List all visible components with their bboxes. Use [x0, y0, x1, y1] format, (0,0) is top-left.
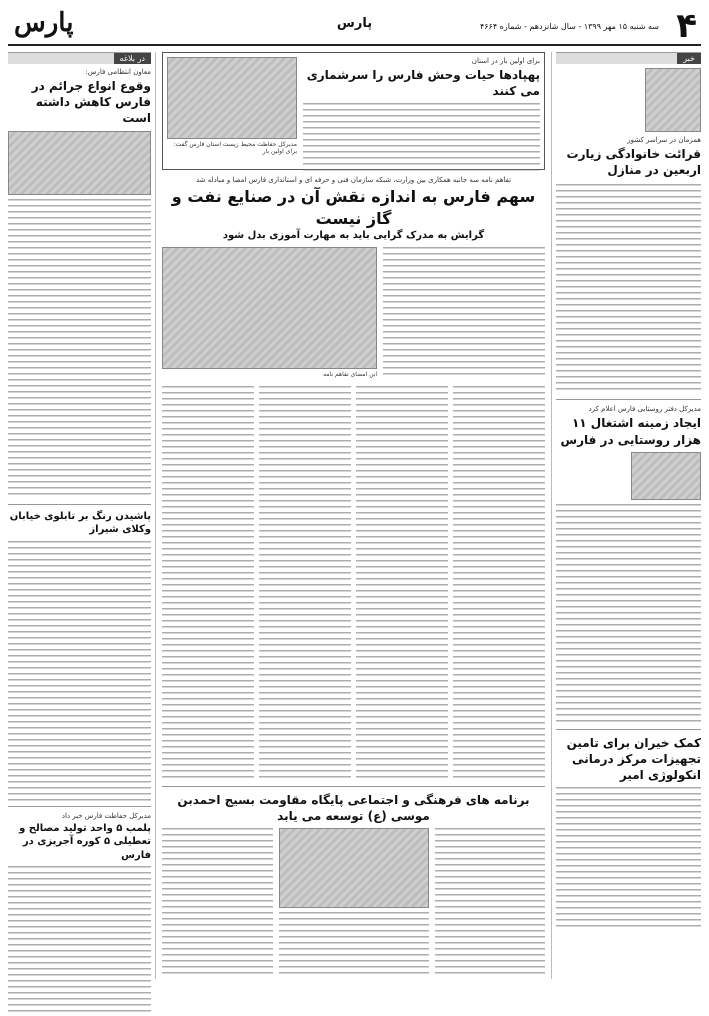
lead-body-col4 [162, 386, 254, 781]
story3-headline: پلمب ۵ واحد تولید مصالح و تعطیلی ۵ کوره آجرپزی در فارس [19, 822, 151, 861]
lead-body-col2 [356, 386, 448, 781]
section-name: پارس [336, 16, 373, 31]
story2-kicker: مدیرکل دفتر روستایی فارس اعلام کرد [588, 405, 701, 414]
left-column-tagbar [8, 52, 151, 64]
right-column-tagbar [556, 52, 701, 64]
divider [8, 806, 151, 807]
top-story-body [303, 103, 540, 175]
right-column-tag: خبر [677, 53, 701, 64]
story2-headline: ایجاد زمینه اشتغال ۱۱ هزار روستایی در فارس [560, 416, 701, 447]
story1-headline: قرائت خانوادگی زیارت اربعین در منازل [566, 147, 701, 178]
left-column-tag: در بلاغه [114, 53, 151, 64]
lead-kicker: تفاهم نامه سه جانبه همکاری بین وزارت، شبکه سازمان فنی و حرفه ای و استانداری فارس امضا و مبادله شد [195, 176, 512, 184]
story1-headline: وقوع انواع جرائم در فارس کاهش داشته است [31, 79, 151, 126]
lead-body-intro [383, 247, 545, 377]
middle-section [162, 52, 545, 979]
bottom-story-headline: برنامه های فرهنگی و اجتماعی پایگاه مقاومت بسیج احمدبن موسی (ع) توسعه می یابد [177, 792, 530, 823]
story3-kicker: مدیرکل حفاظت فارس خبر داد [61, 811, 151, 820]
story2-photo [631, 452, 701, 500]
lead-headline: سهم فارس به اندازه نقش آن در صنایع نفت و گاز نیست [171, 187, 536, 228]
bottom-story-body-left [162, 828, 273, 978]
story3-body [8, 866, 151, 1016]
top-story-box [162, 52, 545, 170]
story2-headline: پاشیدن رنگ بر تابلوی خیابان وکلای شیراز [9, 510, 151, 536]
story3-headline: کمک خیران برای تامین تجهیزات مرکز درمانی انکولوژی امیر [566, 735, 701, 783]
drone-photo [167, 57, 297, 139]
left-column [8, 52, 156, 979]
divider [162, 786, 545, 787]
date-line: سه شنبه ۱۵ مهر ۱۳۹۹ - سال شانزدهم - شماره ۴۶۶۴ [479, 22, 659, 31]
official-photo [8, 131, 151, 195]
divider [8, 504, 151, 505]
top-story-kicker: برای اولین بار در استان [471, 57, 540, 65]
lead-body-col3 [259, 386, 351, 781]
newspaper-logo: پارس [14, 8, 74, 38]
story1-body [8, 199, 151, 499]
lead-photo [162, 247, 377, 369]
lead-body-col1 [453, 386, 545, 781]
story2-body [556, 504, 701, 724]
story1-kicker: همزمان در سراسر کشور [627, 136, 701, 144]
divider [556, 399, 701, 400]
lead-photo-caption: ابن امضای تفاهم نامه [323, 370, 377, 378]
bottom-story-body-right [435, 828, 546, 978]
story2-body [8, 541, 151, 801]
story1-photo [645, 68, 701, 132]
page-number: ۴ [676, 6, 697, 46]
lead-subheadline: گرایش به مدرک گرایی باید به مهارت آموزی بدل شود [222, 230, 485, 242]
right-column [551, 52, 701, 979]
drone-photo-caption: مدیرکل حفاظت محیط زیست استان فارس گفت: برای اولین بار [173, 141, 297, 155]
bottom-story-body-mid [279, 912, 429, 978]
divider [556, 729, 701, 730]
story3-body [556, 787, 701, 927]
story1-body [556, 184, 701, 394]
bottom-story-photo [279, 828, 429, 908]
masthead [8, 8, 701, 46]
top-story-headline: پهپادها حیات وحش فارس را سرشماری می کنند [306, 68, 540, 99]
story1-kicker: معاون انتظامی فارس: [85, 68, 151, 76]
